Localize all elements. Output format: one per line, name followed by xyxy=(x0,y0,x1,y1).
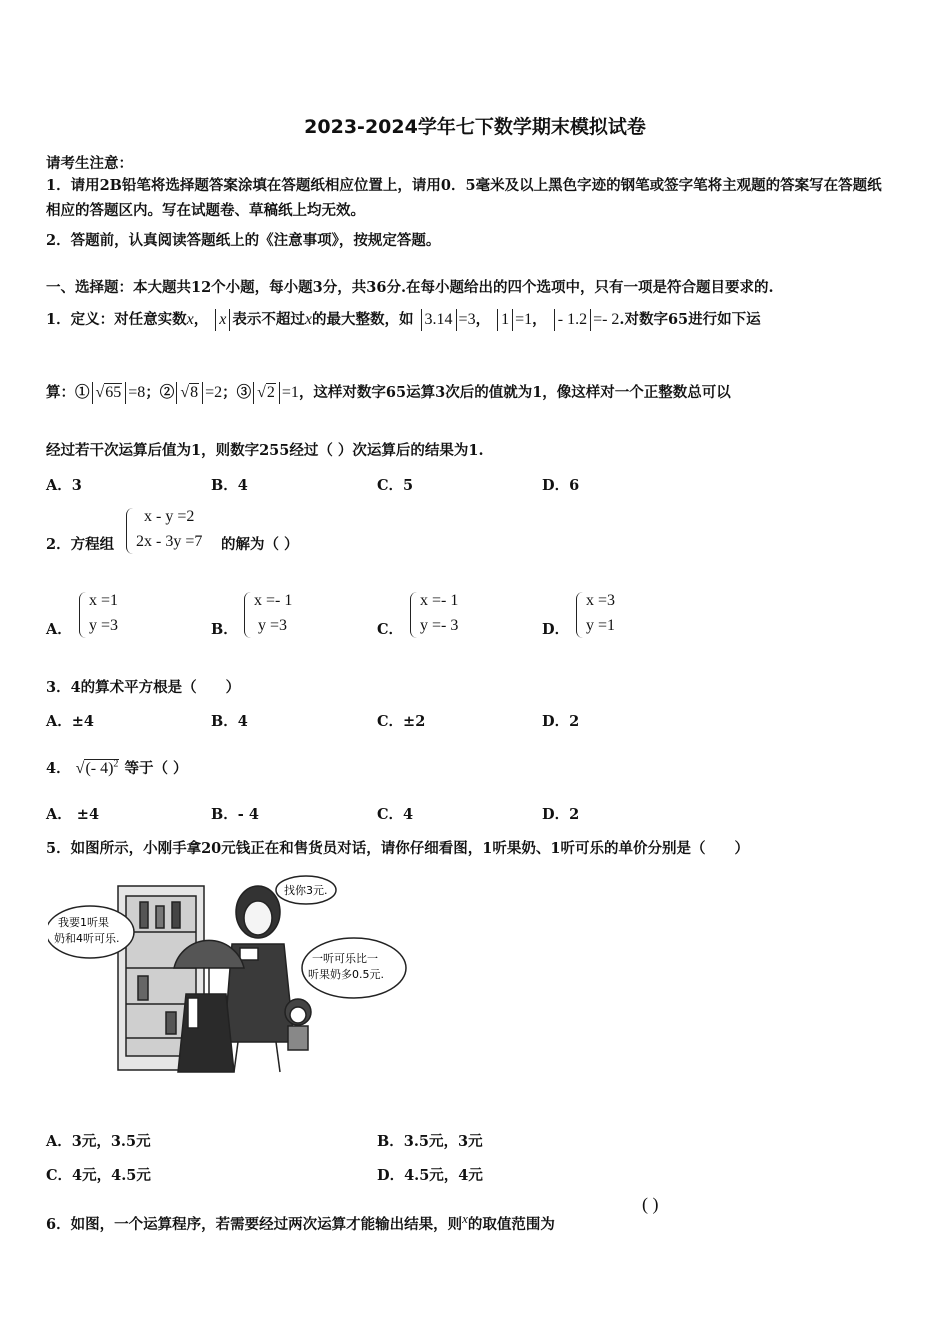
q1-option-c[interactable]: C．5 xyxy=(377,477,414,494)
q4-lead: 4． xyxy=(46,760,71,777)
q2-option-d-brace xyxy=(576,592,583,638)
q3-option-b[interactable]: B．4 xyxy=(211,713,248,730)
q1-comma: ， xyxy=(193,311,209,328)
q1-text: 1．定义：对任意实数 xyxy=(46,311,187,328)
q6-tail: 的取值范围为 xyxy=(467,1215,555,1233)
q1-ex3: - 1.2 xyxy=(557,311,588,328)
q1-text: ，这样对数字65运算3次后的值就为1，像这样对一个正整数总可以 xyxy=(298,384,731,401)
q1-value-8: =8 xyxy=(128,384,146,401)
q4-tail: 等于（ ） xyxy=(124,760,188,777)
q2-brace xyxy=(126,508,133,554)
q6-answer-bracket: ( ) xyxy=(642,1194,659,1214)
q1-floor-sqrt-8: √8 xyxy=(176,382,203,404)
q1-floor-example-1 xyxy=(421,309,457,331)
q1-text: 算：① xyxy=(46,384,90,401)
q6-stem: 6．如图，一个运算程序，若需要经过两次运算才能输出结果，则 xyxy=(46,1215,463,1233)
q3-option-c[interactable]: C．±2 xyxy=(377,713,426,730)
bubble-3-line-1: 一听可乐比一 xyxy=(312,952,378,965)
q1-text: 表示不超过 xyxy=(232,311,305,328)
q2-option-d-row2: y =1 xyxy=(586,617,616,634)
q2-equation-system xyxy=(126,508,221,556)
notice-item-2: 2．答题前，认真阅读答题纸上的《注意事项》，按规定答题。 xyxy=(46,232,441,249)
q2-option-c-system[interactable] xyxy=(410,592,480,640)
q4-radicand xyxy=(84,759,119,777)
q1-floor-example-3 xyxy=(554,309,591,331)
q4-option-a[interactable]: A． ±4 xyxy=(46,806,100,823)
q4-option-c[interactable]: C．4 xyxy=(377,806,414,823)
q2-eq1: x - y =2 xyxy=(144,508,195,525)
q1-ex2: 1 xyxy=(501,311,510,328)
q1-text: ；③ xyxy=(222,384,252,401)
q6-var-x: x xyxy=(462,1211,468,1226)
q2-option-c-brace xyxy=(410,592,417,638)
q1-var-x: x xyxy=(186,311,194,328)
q2-option-b-row2: y =3 xyxy=(258,617,288,634)
q2-option-b-system[interactable] xyxy=(244,592,314,640)
q1-option-b[interactable]: B．4 xyxy=(211,477,248,494)
q2-option-a-system[interactable] xyxy=(79,592,139,640)
q1-floor-sqrt-65: √65 xyxy=(92,382,127,404)
bubble-1-line-1: 我要1听果 xyxy=(58,916,109,929)
q1-value-2: =2 xyxy=(205,384,223,401)
q3-stem: 3．4的算术平方根是（ ） xyxy=(46,679,241,696)
saleswoman-figure xyxy=(224,886,294,1072)
q3-option-a[interactable]: A．±4 xyxy=(46,713,94,730)
q5-option-d[interactable]: D．4.5元，4元 xyxy=(377,1167,483,1184)
page-title: 2023-2024学年七下数学期末模拟试卷 xyxy=(304,116,646,138)
q1-radicand-8: 8 xyxy=(190,384,199,401)
q1-floor-x-var: x xyxy=(219,311,227,328)
notice-heading: 请考生注意： xyxy=(46,155,133,172)
q1-ex1: 3.14 xyxy=(424,311,453,328)
section-heading: 一、选择题：本大题共12个小题，每小题3分，共36分.在每小题给出的四个选项中，只有一项是符合题目要求的. xyxy=(46,279,774,296)
q1-text: ；② xyxy=(145,384,175,401)
q2-eq2: 2x - 3y =7 xyxy=(136,533,203,550)
q6-line xyxy=(46,1211,555,1234)
q2-lead: 2．方程组 xyxy=(46,536,115,553)
q1-radicand-65: 65 xyxy=(105,384,122,401)
q2-option-b-brace xyxy=(244,592,251,638)
q2-option-b-label[interactable]: B． xyxy=(211,621,238,638)
q1-floor-x xyxy=(215,309,230,331)
notice-item-1: 1．请用2B铅笔将选择题答案涂填在答题纸相应位置上，请用0．5毫米及以上黑色字迹的钢笔或签字笔将主观题的答案写在答题纸相应的答题区内。写在试题卷、草稿纸上均无效。 xyxy=(46,177,882,219)
q2-option-d-label[interactable]: D． xyxy=(542,621,570,638)
q4-option-b[interactable]: B．- 4 xyxy=(211,806,259,823)
q2-option-a-row1: x =1 xyxy=(89,592,119,609)
bubble-1-line-2: 奶和4听可乐. xyxy=(54,932,120,945)
q2-option-a-brace xyxy=(79,592,86,638)
q2-option-b-row1: x =- 1 xyxy=(254,592,293,609)
q1-option-d[interactable]: D．6 xyxy=(542,477,580,494)
q3-option-d[interactable]: D．2 xyxy=(542,713,580,730)
q1-line-2 xyxy=(46,381,731,404)
q1-radicand-2: 2 xyxy=(266,384,275,401)
q2-option-d-system[interactable] xyxy=(576,592,636,640)
q4-exponent: 2 xyxy=(113,758,119,770)
q5-option-b[interactable]: B．3.5元，3元 xyxy=(377,1133,483,1150)
q4-sqrt-expression: √(- 4)$^2$ xyxy=(75,758,119,777)
q1-text: .对数字65进行如下运 xyxy=(619,311,761,328)
q4-line xyxy=(46,757,188,778)
q2-option-c-row1: x =- 1 xyxy=(420,592,459,609)
q1-ex3-value: =- 2 xyxy=(593,311,620,328)
q5-option-a[interactable]: A．3元，3.5元 xyxy=(46,1133,151,1150)
q1-floor-example-2 xyxy=(497,309,513,331)
q1-ex1-value: =3 xyxy=(458,311,476,328)
bubble-3-line-2: 听果奶多0.5元. xyxy=(308,968,384,981)
q2-option-d-row1: x =3 xyxy=(586,592,616,609)
q2-option-c-label[interactable]: C． xyxy=(377,621,404,638)
q1-line-1: 1．定义：对任意实数x， x 表示不超过x的最大整数，如 3.14 =3， 1 =1， - 1.2 =- 2.对数字65进行如下运 xyxy=(46,308,761,331)
q2-option-a-row2: y =3 xyxy=(89,617,119,634)
q1-ex2-value: =1 xyxy=(515,311,533,328)
q5-stem: 5．如图所示，小刚手拿20元钱正在和售货员对话，请你仔细看图，1听果奶、1听可乐的单价分别是（ ） xyxy=(46,840,749,857)
q2-option-a-label[interactable]: A． xyxy=(46,621,72,638)
q5-illustration xyxy=(48,872,410,1092)
q1-option-a[interactable]: A．3 xyxy=(46,477,82,494)
q5-option-c[interactable]: C．4元，4.5元 xyxy=(46,1167,151,1184)
q4-option-d[interactable]: D．2 xyxy=(542,806,580,823)
q1-value-1: =1 xyxy=(281,384,299,401)
bubble-2-text: 找你3元. xyxy=(284,884,328,897)
q1-line-3: 经过若干次运算后值为1，则数字255经过（ ）次运算后的结果为1. xyxy=(46,442,484,459)
q1-text: 的最大整数，如 xyxy=(311,311,414,328)
q1-var-x: x xyxy=(304,311,312,328)
q2-option-c-row2: y =- 3 xyxy=(420,617,459,634)
q4-radicand-text: (- 4) xyxy=(85,760,114,777)
q1-floor-sqrt-2: √2 xyxy=(253,382,280,404)
q2-tail: 的解为（ ） xyxy=(221,536,299,553)
